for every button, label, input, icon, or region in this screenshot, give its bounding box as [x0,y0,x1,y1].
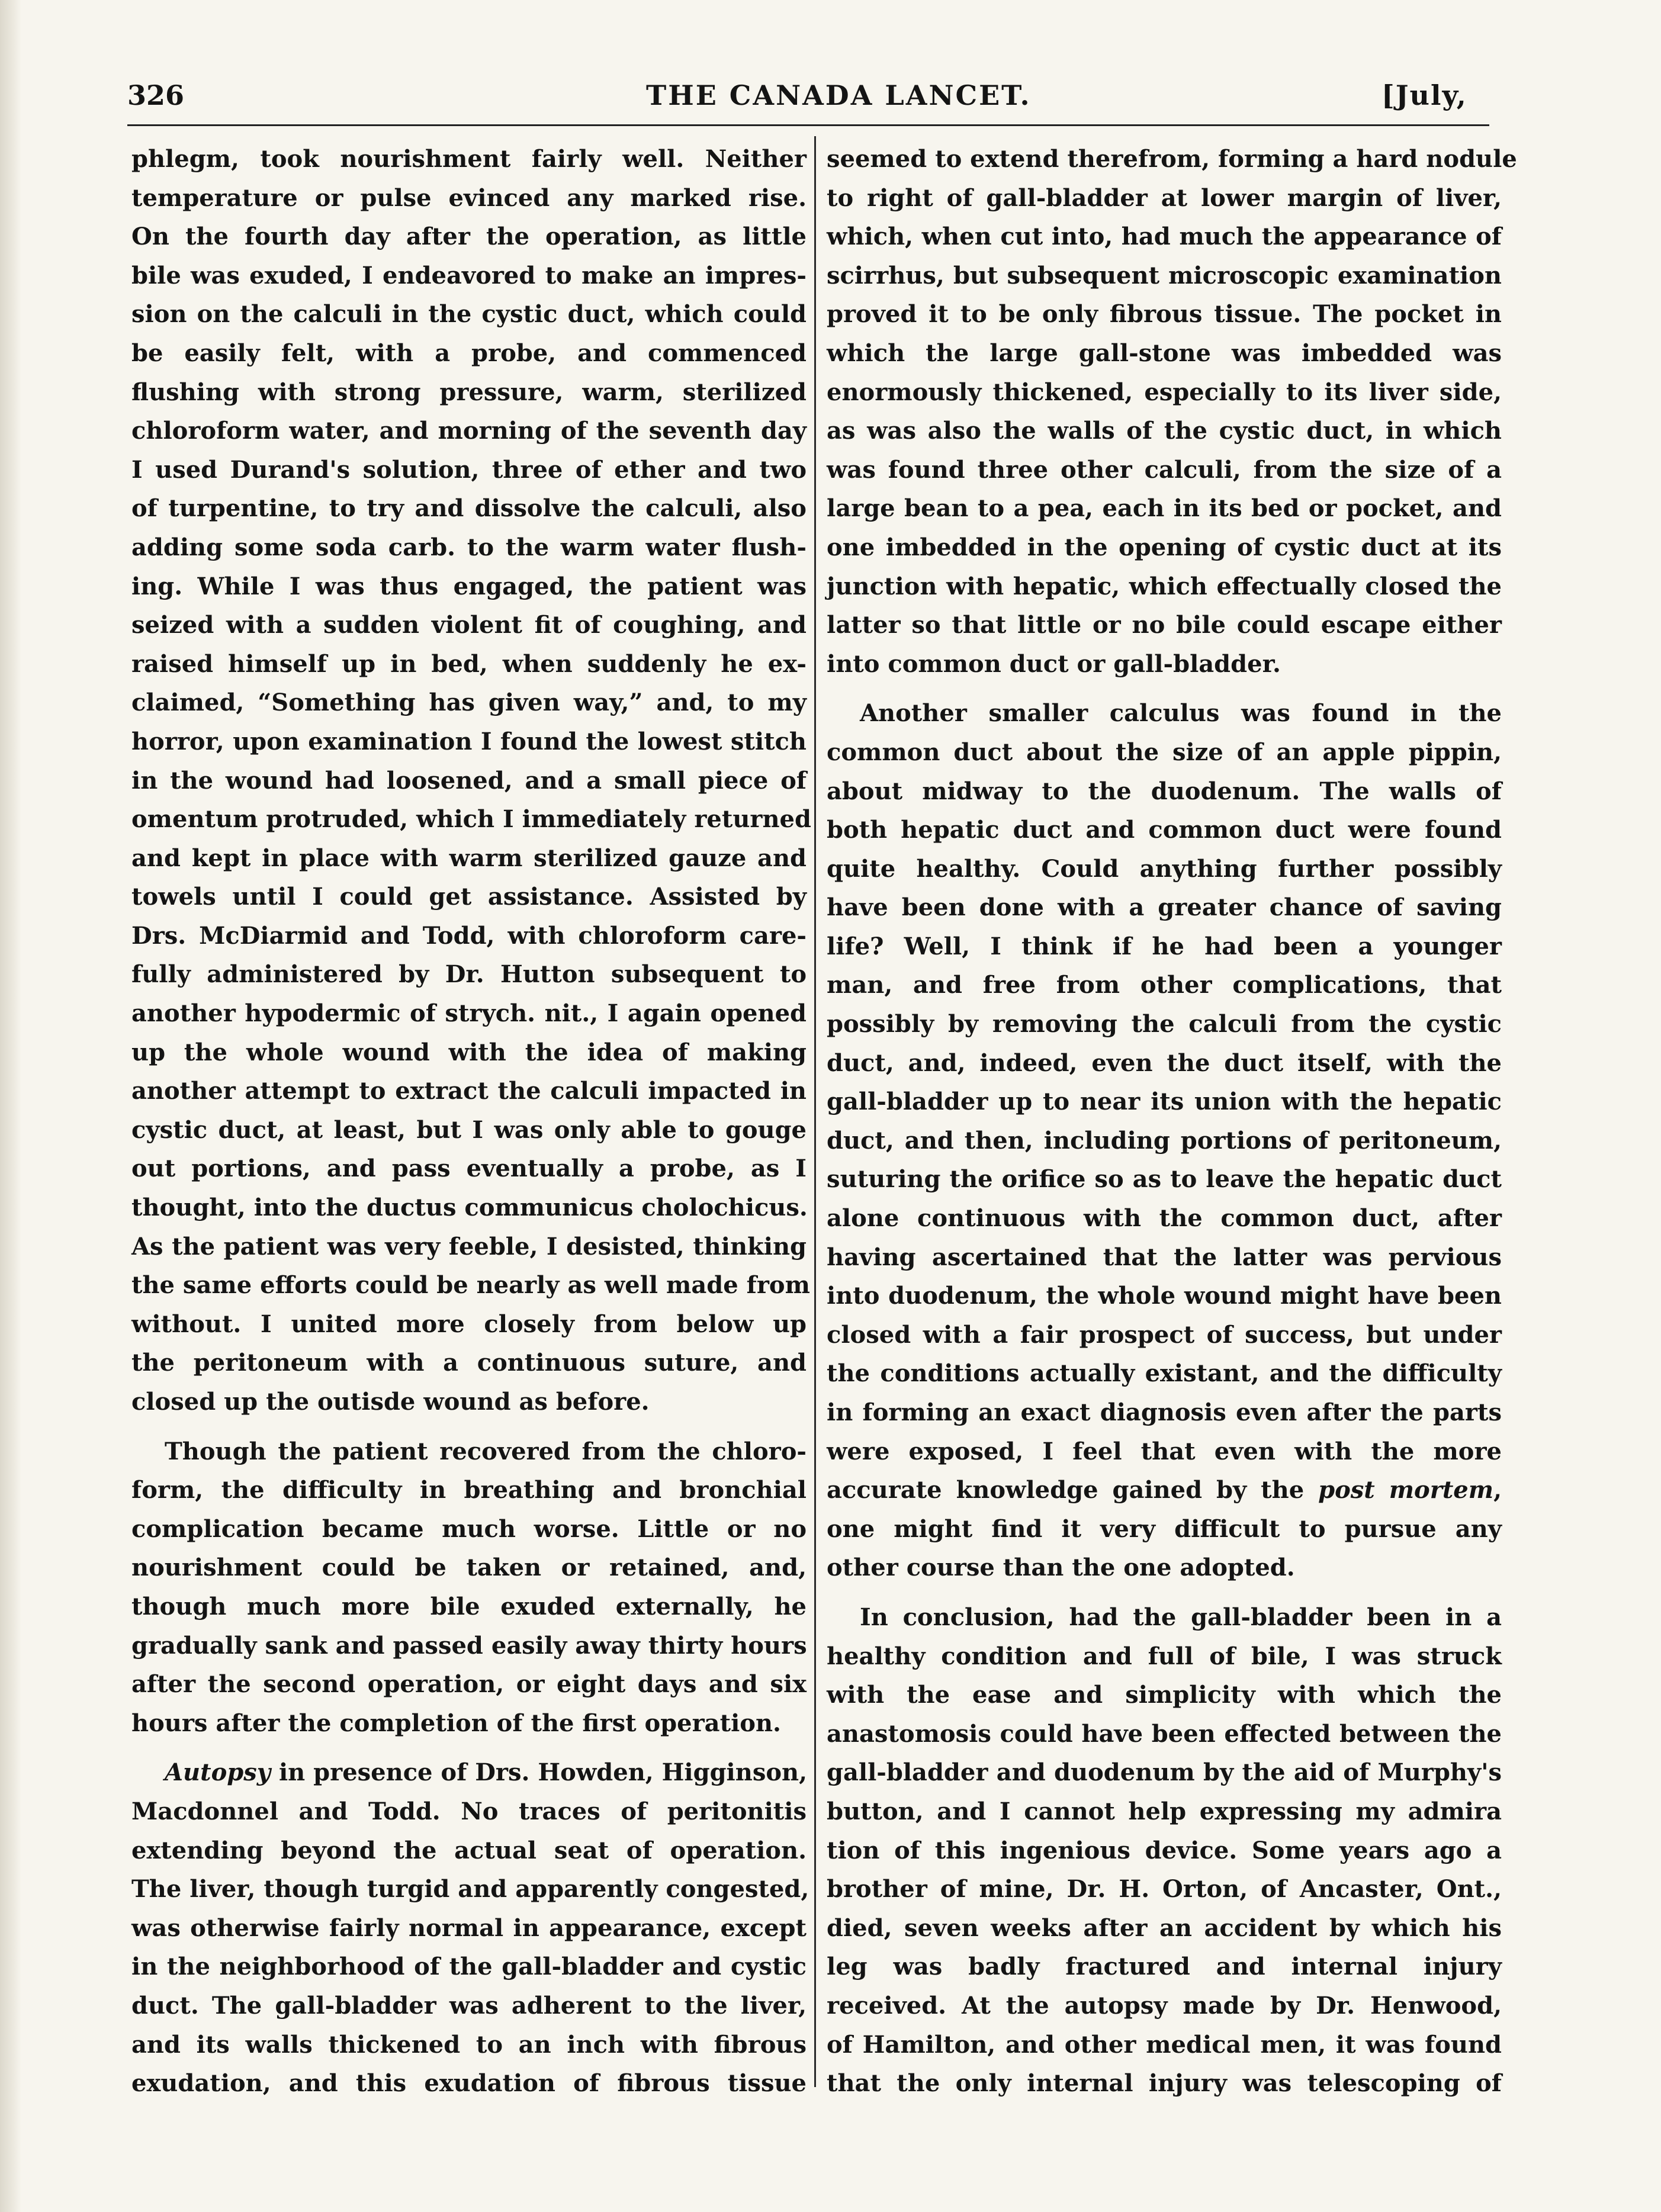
line-text: ing. While I was thus engaged, the patient was [131,572,807,600]
text-line [131,1471,807,1510]
italic-phrase: post mortem [1318,1476,1494,1504]
line-text: towels until I could get assistance. Assisted by [131,883,807,911]
line-text: adding some soda carb. to the warm water flush- [131,533,807,561]
line-text: seized with a sudden violent fit of coughing, and [131,611,807,639]
line-text: another attempt to extract the calculi impacted in [131,1077,807,1105]
line-text: duct. The gall-bladder was adherent to the liver, [131,1991,807,2020]
text-line [827,694,1502,733]
line-text: large bean to a pea, each in its bed or pocket, and [827,494,1502,523]
line-text: which the large gall-stone was imbedded was [827,339,1502,367]
text-line [827,811,1502,850]
line-text: The liver, though turgid and apparently congested, [131,1875,809,1904]
line-text: On the fourth day after the operation, as little [131,223,807,251]
text-line [131,1382,807,1422]
line-text: with the ease and simplicity with which the [827,1681,1502,1709]
text-line [131,1033,807,1072]
text-line [131,179,807,218]
line-text: omentum protruded, which I immediately returned [131,805,811,834]
text-line [827,850,1502,889]
text-line [131,1227,807,1266]
text-line [131,1870,807,1909]
text-line [131,567,807,606]
right-column [827,140,1517,2103]
text-line [131,528,807,567]
text-line [131,955,807,994]
line-text: healthy condition and full of bile, I was struck [827,1642,1502,1670]
line-text: in forming an exact diagnosis even after the parts [827,1398,1502,1426]
paragraph-gap [131,1742,807,1753]
line-text: temperature or pulse evinced any marked rise. [131,184,807,212]
text-line [827,1199,1502,1238]
line-text: man, and free from other complications, that [827,971,1502,999]
italic-lead: Autopsy [165,1758,271,1787]
line-text: nourishment could be taken or retained, and, [131,1554,807,1582]
line-text: the conditions actually existant, and the difficulty [827,1359,1502,1388]
line-text: As the patient was very feeble, I desisted, thinking [131,1232,807,1261]
line-text: exudation, and this exudation of fibrous tissue [131,2069,807,2098]
line-text: both hepatic duct and common duct were found [827,816,1502,844]
line-text: extending beyond the actual seat of operation. [131,1836,807,1864]
line-text: gradually sank and passed easily away thirty hours [131,1631,807,1660]
text-line [131,877,807,917]
text-line [131,1111,807,1150]
text-line [131,994,807,1033]
line-text: in the wound had loosened, and a small piece of [131,766,807,795]
line-text: suturing the orifice so as to leave the hepatic duct [827,1165,1502,1194]
line-text: though much more bile exuded externally, he [131,1592,807,1621]
line-text: of Hamilton, and other medical men, it was found [827,2030,1502,2059]
text-line [827,1831,1502,1870]
text-line [131,1704,807,1743]
line-text: was otherwise fairly normal in appearance, except [131,1914,807,1942]
text-line [131,411,807,451]
line-text: button, and I cannot help expressing my admira [827,1797,1502,1825]
text-line [827,2025,1502,2065]
line-text: that the only internal injury was telescoping of [827,2069,1502,2098]
text-line [827,1986,1502,2025]
text-line [131,1305,807,1344]
text-line [131,2064,807,2103]
text-line [827,567,1502,606]
line-text: bile was exuded, I endeavored to make an impres- [131,261,807,290]
text-line [131,295,807,334]
line-text: alone continuous with the common duct, after [827,1204,1502,1233]
line-text: form, the difficulty in breathing and bronchial [131,1476,807,1504]
line-text: closed up the outisde wound as before. [131,1388,650,1416]
line-text: complication became much worse. Little or no [131,1515,807,1543]
line-text: accurate knowledge gained by the [827,1476,1319,1504]
text-line [827,489,1502,528]
line-text: be easily felt, with a probe, and commenced [131,339,807,367]
text-line [827,256,1502,295]
scan-edge [0,0,21,2212]
line-text: horror, upon examination I found the lowest stitch [131,727,807,755]
text-line [827,217,1502,256]
text-line [827,1044,1502,1083]
text-line [827,295,1502,334]
text-line [827,528,1502,567]
line-text: died, seven weeks after an accident by which his [827,1914,1502,1942]
line-text: one might find it very difficult to pursue any [827,1515,1502,1543]
text-line [827,411,1502,451]
line-tail: , [1493,1476,1502,1504]
line-text: cystic duct, at least, but I was only able to gouge [131,1115,807,1144]
line-text: enormously thickened, especially to its liver side, [827,378,1502,406]
line-text: brother of mine, Dr. H. Orton, of Ancaster, Ont., [827,1875,1502,1904]
line-text: out portions, and pass eventually a probe, as I [131,1155,807,1183]
line-text: possibly by removing the calculi from the cystic [827,1010,1502,1039]
line-text: was found three other calculi, from the size of a [827,455,1502,484]
text-line [827,927,1502,966]
line-text: of turpentine, to try and dissolve the calculi, also [131,494,807,523]
running-header [127,75,1489,122]
line-text: the peritoneum with a continuous suture, and [131,1349,807,1377]
line-text: another hypodermic of strych. nit., I again opened [131,999,807,1028]
line-text: common duct about the size of an apple pippin, [827,738,1502,766]
line-text: hours after the completion of the first operation. [131,1709,781,1737]
text-line [131,217,807,256]
line-text: into common duct or gall-bladder. [827,650,1281,678]
line-text: phlegm, took nourishment fairly well. Neither [131,145,807,173]
text-line [827,1005,1502,1044]
line-text: flushing with strong pressure, warm, sterilized [131,378,807,406]
text-line [131,1072,807,1111]
text-line [131,800,811,839]
line-text: latter so that little or no bile could escape either [827,611,1502,639]
text-line [827,1909,1502,1948]
line-text: I used Durand's solution, three of ether and two [131,455,807,484]
text-line [827,1354,1502,1393]
line-text: Drs. McDiarmid and Todd, with chloroform care- [131,921,807,950]
line-text: as was also the walls of the cystic duct, in which [827,417,1502,445]
line-text: fully administered by Dr. Hutton subsequent to [131,960,807,989]
journal-title: THE CANADA LANCET. [646,79,1032,111]
text-line [131,1510,807,1549]
paragraph-gap [131,1422,807,1432]
line-text: other course than the one adopted. [827,1554,1295,1582]
text-line [131,1266,810,1305]
line-text: in presence of Drs. Howden, Higginson, [271,1758,808,1787]
line-text: anastomosis could have been effected between the [827,1719,1502,1748]
column-divider [814,136,816,2087]
text-line [827,373,1502,412]
line-text: Macdonnel and Todd. No traces of peritonitis [131,1797,807,1825]
text-line [827,334,1502,373]
text-line [827,140,1517,179]
text-line [131,606,807,645]
line-text: duct, and then, including portions of peritoneum, [827,1126,1502,1155]
text-line [131,645,807,684]
text-line [131,489,807,528]
text-line [827,888,1502,927]
text-line [131,1432,807,1471]
text-line [131,256,807,295]
line-text: closed with a fair prospect of success, but under [827,1320,1502,1349]
line-text: duct, and, indeed, even the duct itself, with the [827,1049,1502,1077]
line-text: leg was badly fractured and internal injury [827,1953,1502,1981]
text-line [827,1432,1502,1471]
text-line [131,1665,807,1704]
text-line [827,179,1502,218]
line-text: one imbedded in the opening of cystic duct at its [827,533,1502,561]
line-text: scirrhus, but subsequent microscopic examination [827,261,1502,290]
text-line [131,683,807,722]
line-text: claimed, “Something has given way,” and, to my [131,689,807,717]
line-text: gall-bladder and duodenum by the aid of Murphy's [827,1758,1502,1787]
text-line [827,1160,1502,1199]
text-line [131,1587,807,1626]
text-line [131,1986,807,2025]
text-line [827,1510,1502,1549]
text-line [827,1238,1502,1277]
line-text: In conclusion, had the gall-bladder been in a [860,1603,1502,1631]
text-line [131,2025,807,2065]
line-text: about midway to the duodenum. The walls of [827,777,1502,805]
line-text: the same efforts could be nearly as well made from [131,1271,810,1300]
text-line [827,1121,1502,1160]
text-line [827,645,1502,684]
text-line [827,1277,1502,1316]
line-text: proved it to be only fibrous tissue. The pocket in [827,300,1502,329]
line-text: seemed to extend therefrom, forming a hard nodule [827,145,1517,173]
text-line [827,2064,1502,2103]
text-line [827,1637,1502,1676]
line-text: after the second operation, or eight days and six [131,1670,807,1699]
line-text: to right of gall-bladder at lower margin of liver, [827,184,1502,212]
line-text: Another smaller calculus was found in the [860,699,1502,728]
line-text: up the whole wound with the idea of making [131,1038,807,1066]
text-line [131,1792,807,1831]
text-line [827,1082,1502,1121]
line-text: life? Well, I think if he had been a younger [827,932,1502,960]
line-text: chloroform water, and morning of the seventh day [131,417,807,445]
text-line [131,1343,807,1382]
text-line [131,1626,807,1666]
text-line [131,1753,807,1792]
text-line [131,1188,807,1227]
text-line [131,1947,807,1986]
paragraph-gap [827,1587,1502,1598]
text-line [827,1947,1502,1986]
header-rule [127,124,1489,126]
line-text: were exposed, I feel that even with the more [827,1437,1502,1465]
line-text: have been done with a greater chance of saving [827,893,1502,922]
line-text: raised himself up in bed, when suddenly he ex- [131,650,807,678]
line-text: thought, into the ductus communicus cholochicus. [131,1194,808,1222]
line-text: having ascertained that the latter was pervious [827,1243,1502,1271]
text-line [827,606,1502,645]
line-text: and its walls thickened to an inch with fibrous [131,2030,807,2059]
paragraph-gap [827,683,1502,694]
text-line [827,966,1502,1005]
left-column [131,140,811,2103]
line-text: tion of this ingenious device. Some years ago a [827,1836,1502,1864]
text-line [827,1548,1502,1587]
line-text: gall-bladder up to near its union with the hepatic [827,1088,1502,1116]
page-number: 326 [127,79,185,111]
text-line [131,1909,807,1948]
text-line [827,1792,1502,1831]
line-text: and kept in place with warm sterilized gauze and [131,844,807,872]
text-line [827,1676,1502,1715]
line-text: quite healthy. Could anything further possibly [827,854,1502,883]
text-line [827,1393,1502,1432]
text-line [131,451,807,490]
text-line [827,451,1502,490]
text-line [827,733,1502,772]
text-line [131,722,807,761]
issue-month: [July, [1382,79,1467,111]
text-line [827,1471,1502,1510]
line-text: received. At the autopsy made by Dr. Henwood, [827,1991,1502,2020]
text-line [131,839,807,878]
line-text: junction with hepatic, which effectually closed the [827,572,1502,600]
line-text: Though the patient recovered from the chloro- [165,1437,807,1465]
line-text: without. I united more closely from below up [131,1310,807,1338]
line-text: which, when cut into, had much the appearance of [827,223,1502,251]
text-line [131,1831,807,1870]
line-text: into duodenum, the whole wound might have been [827,1282,1502,1310]
text-line [131,761,807,800]
text-line [827,1870,1502,1909]
text-line [131,1548,807,1587]
text-line [827,772,1502,811]
line-text: in the neighborhood of the gall-bladder and cystic [131,1953,807,1981]
line-text: sion on the calculi in the cystic duct, which could [131,300,807,329]
text-line [131,917,807,956]
text-line [131,334,807,373]
text-line [827,1316,1502,1355]
text-line [827,1753,1502,1792]
text-line [827,1715,1502,1754]
text-line [131,140,807,179]
text-line [131,373,807,412]
text-line [827,1598,1502,1637]
text-line [131,1149,807,1188]
